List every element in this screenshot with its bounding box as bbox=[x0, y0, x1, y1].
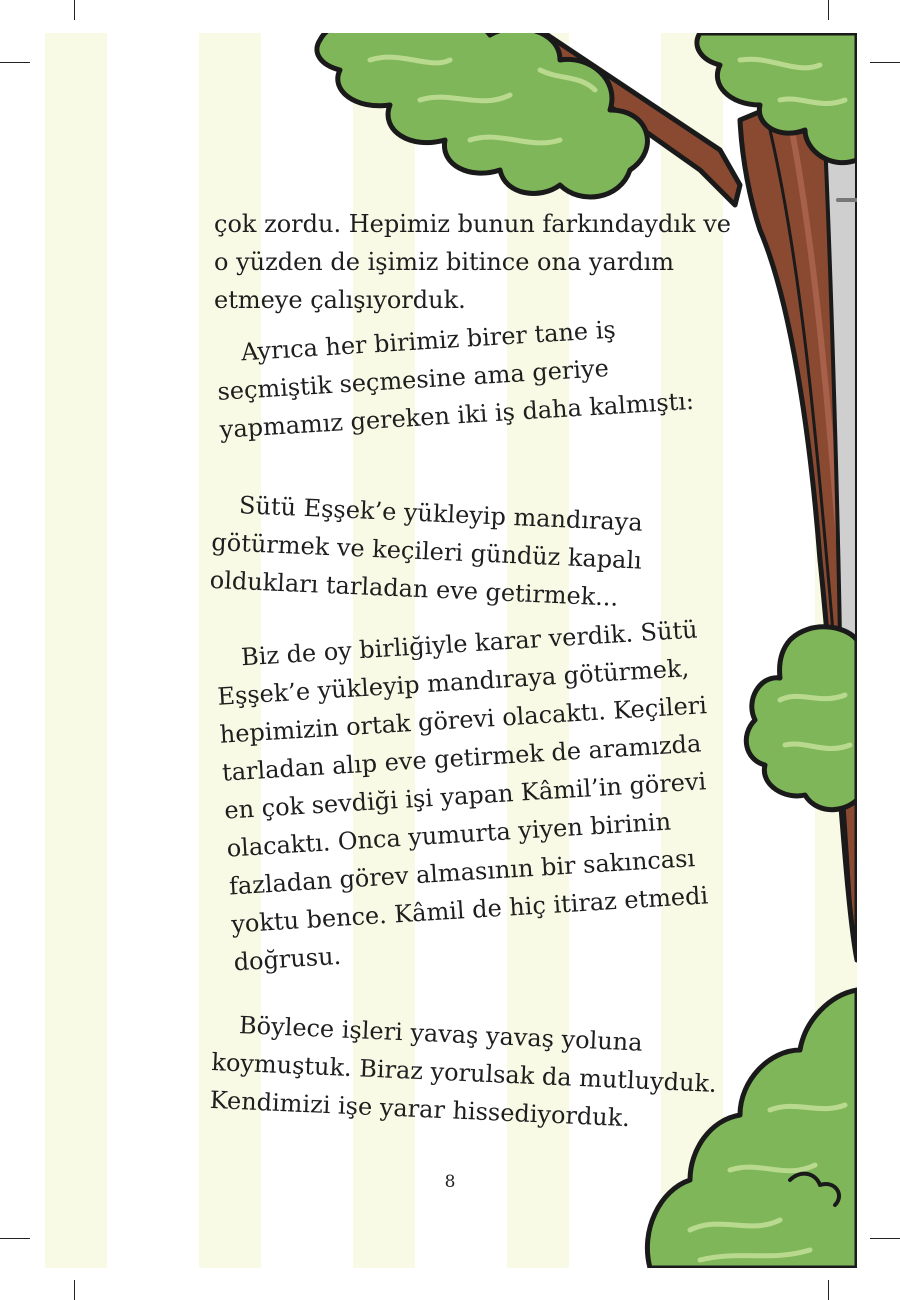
leaf-cluster-middle bbox=[746, 627, 857, 810]
leaf-cluster-top bbox=[317, 13, 648, 197]
page-number: 8 bbox=[444, 1172, 456, 1192]
paragraph-5-text: Böylece işleri yavaş yavaş yoluna koymuştuk. Biraz yorulsak da mutluyduk. Kendimizi işe yarar hissediyorduk. bbox=[209, 1011, 718, 1133]
paragraph-4 bbox=[214, 609, 744, 981]
paragraph-2-text: Ayrıca her birimiz birer tane iş seçmiştik seçmesine ama geriye yapmamız gereken iki iş daha kalmıştı: bbox=[216, 315, 695, 444]
paragraph-1: çok zordu. Hepimiz bunun farkındaydık ve o yüzden de işimiz bitince ona yardım etmeye çalışıyorduk. bbox=[214, 210, 731, 314]
paragraph-4-text: Biz de oy birliğiyle karar verdik. Sütü Eşşek’e yükleyip mandıraya götürmek, hepimizin ortak görevi olacaktı. Keçileri tarladan alıp eve getirmek de aramızda en çok sevdiği işi yapan Kâmil’in görevi olacaktı. Onca yumurta yiyen birinin fazladan görev almasının bir sakıncası yoktu bence. Kâmil de hiç itiraz etmedi doğrusu. bbox=[216, 615, 709, 977]
paragraph-5 bbox=[209, 1005, 723, 1141]
paragraph-3-text: Sütü Eşşek’e yükleyip mandıraya götürmek ve keçileri gündüz kapalı oldukları tarladan eve getirmek... bbox=[209, 491, 644, 612]
paragraph-3 bbox=[209, 485, 733, 622]
